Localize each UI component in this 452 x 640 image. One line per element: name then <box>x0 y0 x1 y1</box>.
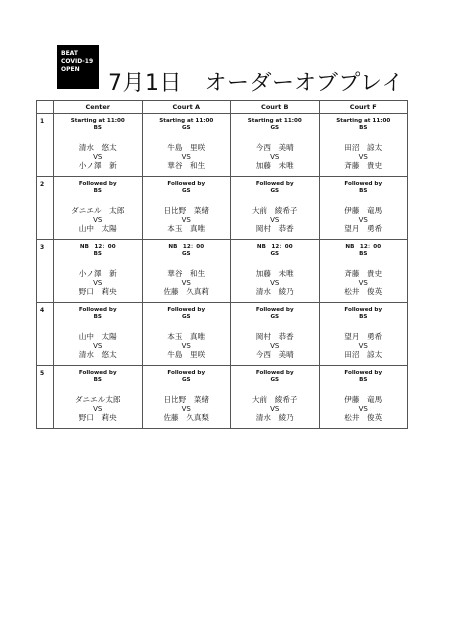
match-number: 3 <box>37 240 54 303</box>
table-row <box>37 114 408 177</box>
match-status: Starting at 11:00 <box>336 118 391 124</box>
match-cell-center <box>54 240 143 303</box>
header-court-a: Court A <box>142 101 231 114</box>
header-center: Center <box>54 101 143 114</box>
match-type: BS <box>359 251 368 257</box>
table-row <box>37 366 408 429</box>
player-two: 清水 綾乃 <box>255 413 294 422</box>
match-status: NB 12：00 <box>345 244 382 250</box>
player-one: 加藤 未唯 <box>255 269 294 278</box>
match-cell-court-f <box>319 177 408 240</box>
match-type: GS <box>181 188 191 194</box>
versus-label: VS <box>358 216 368 224</box>
versus-label: VS <box>270 342 280 350</box>
header-row <box>37 101 408 114</box>
match-status: Followed by <box>255 370 294 376</box>
player-one: 清水 悠太 <box>78 143 117 152</box>
player-one: ダニエル太郎 <box>74 395 121 404</box>
match-number: 1 <box>37 114 54 177</box>
header-court-b: Court B <box>231 101 320 114</box>
match-status: Followed by <box>344 370 383 376</box>
player-two: 斉藤 貴史 <box>344 161 383 170</box>
player-two: 加藤 未唯 <box>255 161 294 170</box>
match-type: BS <box>93 314 102 320</box>
match-status: Followed by <box>78 370 117 376</box>
versus-label: VS <box>181 153 191 161</box>
versus-label: VS <box>181 279 191 287</box>
player-two: 田沼 諒太 <box>344 350 383 359</box>
player-two: 松井 俊英 <box>344 413 383 422</box>
logo-line-1: BEAT <box>61 50 78 57</box>
player-one: 大前 綾希子 <box>251 395 298 404</box>
match-cell-court-a <box>142 240 231 303</box>
match-status: NB 12：00 <box>79 244 116 250</box>
page-title: 7月1日 オーダーオブプレイ <box>108 71 404 96</box>
match-status: Followed by <box>255 181 294 187</box>
player-two: 山中 太陽 <box>78 224 117 233</box>
match-cell-court-f <box>319 366 408 429</box>
player-one: 岡村 恭香 <box>255 332 294 341</box>
match-cell-court-a <box>142 303 231 366</box>
player-two: 華谷 和生 <box>167 161 206 170</box>
match-cell-court-a <box>142 177 231 240</box>
player-two: 野口 莉央 <box>78 287 117 296</box>
player-one: 日比野 菜緒 <box>163 206 210 215</box>
versus-label: VS <box>93 342 103 350</box>
table-row <box>37 240 408 303</box>
player-one: 山中 太陽 <box>78 332 117 341</box>
player-one: 斉藤 貴史 <box>344 269 383 278</box>
match-type: BS <box>359 188 368 194</box>
match-type: GS <box>181 377 191 383</box>
player-two: 佐藤 久真莉 <box>163 287 210 296</box>
match-cell-court-b <box>231 177 320 240</box>
match-number: 4 <box>37 303 54 366</box>
match-cell-court-b <box>231 303 320 366</box>
versus-label: VS <box>93 279 103 287</box>
match-status: Followed by <box>344 307 383 313</box>
match-cell-court-b <box>231 240 320 303</box>
match-type: GS <box>270 125 280 131</box>
match-cell-court-f <box>319 240 408 303</box>
versus-label: VS <box>358 405 368 413</box>
match-cell-court-a <box>142 366 231 429</box>
match-type: BS <box>359 314 368 320</box>
player-one: 小ノ澤 新 <box>78 269 117 278</box>
match-type: GS <box>270 251 280 257</box>
match-status: NB 12：00 <box>256 244 293 250</box>
header-court-f: Court F <box>319 101 408 114</box>
player-two: 松井 俊英 <box>344 287 383 296</box>
versus-label: VS <box>93 405 103 413</box>
logo-line-3: OPEN <box>61 66 80 73</box>
match-type: GS <box>270 188 280 194</box>
match-status: NB 12：00 <box>168 244 205 250</box>
match-type: BS <box>359 125 368 131</box>
match-cell-court-f <box>319 114 408 177</box>
match-type: GS <box>270 377 280 383</box>
versus-label: VS <box>93 216 103 224</box>
player-two: 本玉 真唯 <box>167 224 206 233</box>
match-type: BS <box>93 251 102 257</box>
match-status: Starting at 11:00 <box>70 118 125 124</box>
player-two: 佐藤 久真梨 <box>163 413 210 422</box>
versus-label: VS <box>270 216 280 224</box>
match-cell-court-b <box>231 366 320 429</box>
player-two: 清水 悠太 <box>78 350 117 359</box>
match-status: Followed by <box>167 370 206 376</box>
match-cell-center <box>54 177 143 240</box>
player-two: 牛島 里咲 <box>167 350 206 359</box>
match-type: BS <box>93 125 102 131</box>
match-cell-center <box>54 366 143 429</box>
match-cell-center <box>54 303 143 366</box>
versus-label: VS <box>93 153 103 161</box>
header-blank <box>37 101 54 114</box>
match-cell-court-a <box>142 114 231 177</box>
match-status: Starting at 11:00 <box>159 118 214 124</box>
match-number: 2 <box>37 177 54 240</box>
player-two: 岡村 恭香 <box>255 224 294 233</box>
player-one: 今西 美晴 <box>255 143 294 152</box>
match-type: GS <box>181 314 191 320</box>
match-status: Followed by <box>78 307 117 313</box>
player-two: 小ノ澤 新 <box>78 161 117 170</box>
match-cell-court-f <box>319 303 408 366</box>
match-status: Followed by <box>344 181 383 187</box>
player-one: 本玉 真唯 <box>167 332 206 341</box>
versus-label: VS <box>181 342 191 350</box>
player-two: 望月 勇希 <box>344 224 383 233</box>
order-of-play-table <box>36 100 408 429</box>
schedule-body <box>37 114 408 429</box>
match-type: GS <box>181 251 191 257</box>
versus-label: VS <box>358 279 368 287</box>
match-cell-court-b <box>231 114 320 177</box>
player-two: 清水 綾乃 <box>255 287 294 296</box>
versus-label: VS <box>181 216 191 224</box>
versus-label: VS <box>270 279 280 287</box>
player-two: 今西 美晴 <box>255 350 294 359</box>
player-one: 華谷 和生 <box>167 269 206 278</box>
match-type: BS <box>93 188 102 194</box>
player-one: ダニエル 太郎 <box>71 206 125 215</box>
match-status: Followed by <box>167 307 206 313</box>
match-status: Starting at 11:00 <box>247 118 302 124</box>
versus-label: VS <box>270 153 280 161</box>
match-status: Followed by <box>78 181 117 187</box>
match-status: Followed by <box>167 181 206 187</box>
logo-line-2: COVID-19 <box>61 58 94 65</box>
player-one: 伊藤 竜馬 <box>344 395 383 404</box>
match-status: Followed by <box>255 307 294 313</box>
versus-label: VS <box>358 342 368 350</box>
player-one: 伊藤 竜馬 <box>344 206 383 215</box>
versus-label: VS <box>270 405 280 413</box>
match-number: 5 <box>37 366 54 429</box>
table-row <box>37 303 408 366</box>
player-one: 望月 勇希 <box>344 332 383 341</box>
player-one: 田沼 諒太 <box>344 143 383 152</box>
table-row <box>37 177 408 240</box>
versus-label: VS <box>181 405 191 413</box>
match-type: BS <box>359 377 368 383</box>
match-type: GS <box>270 314 280 320</box>
player-two: 野口 莉央 <box>78 413 117 422</box>
beat-covid-logo <box>57 45 99 89</box>
match-type: GS <box>181 125 191 131</box>
player-one: 牛島 里咲 <box>167 143 206 152</box>
player-one: 大前 綾希子 <box>251 206 298 215</box>
match-cell-center <box>54 114 143 177</box>
player-one: 日比野 菜緒 <box>163 395 210 404</box>
versus-label: VS <box>358 153 368 161</box>
match-type: BS <box>93 377 102 383</box>
